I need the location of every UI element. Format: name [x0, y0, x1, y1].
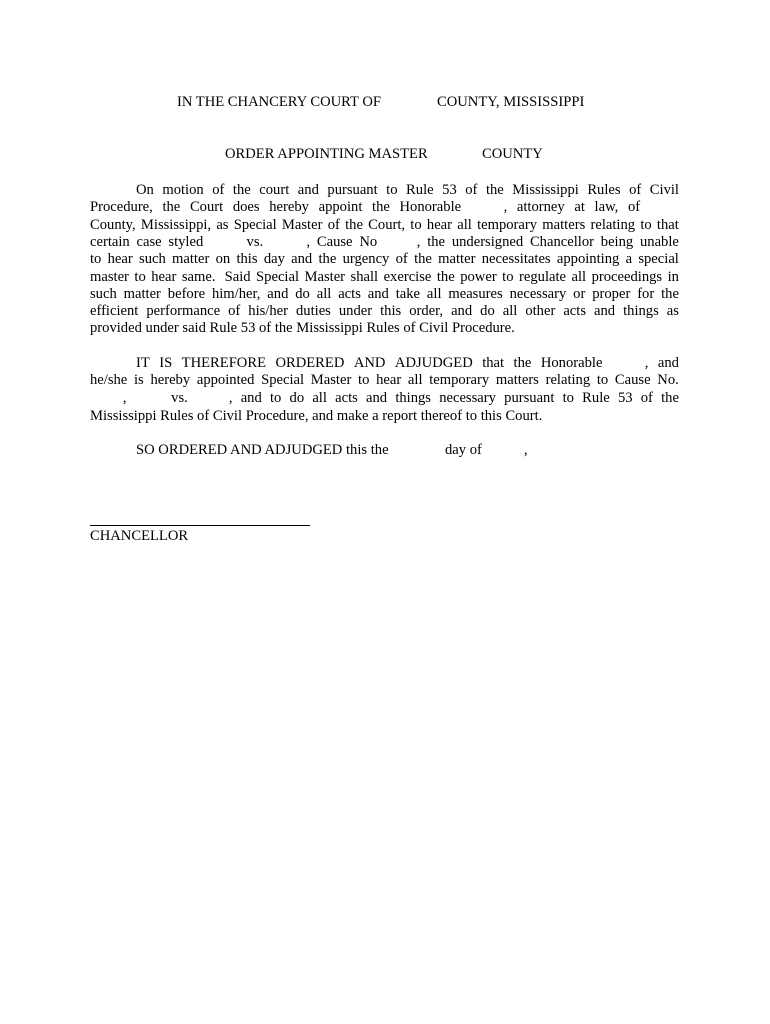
- word: THEREFORE: [181, 355, 266, 371]
- word: matter: [123, 285, 161, 302]
- word: do: [295, 285, 310, 302]
- word: Master: [281, 216, 323, 233]
- word: Rule: [582, 389, 610, 406]
- court-heading-right: COUNTY, MISSISSIPPI: [437, 94, 585, 110]
- word: acts: [563, 303, 587, 320]
- word: relating: [545, 372, 591, 389]
- word: Said: [220, 268, 251, 285]
- word: necessary: [439, 389, 496, 406]
- word: performance: [146, 303, 221, 320]
- word: necessitates: [481, 251, 551, 268]
- word: of: [228, 303, 241, 320]
- word: matter: [172, 251, 210, 268]
- order-title-left: ORDER APPOINTING MASTER: [225, 146, 428, 162]
- word: efficient: [90, 303, 139, 320]
- word: of: [465, 182, 478, 198]
- word: such: [139, 251, 166, 268]
- word: the: [661, 285, 679, 302]
- word: the: [485, 182, 504, 198]
- word: appointed: [196, 372, 255, 389]
- word: a: [625, 251, 633, 268]
- word: Special: [256, 268, 300, 285]
- word: matters: [495, 372, 539, 389]
- word: Procedure,: [90, 199, 153, 216]
- word: all: [426, 285, 442, 302]
- word: necessary: [509, 285, 567, 302]
- word: Cause: [614, 372, 651, 389]
- word: Civil: [649, 182, 679, 198]
- word: things: [395, 389, 431, 406]
- word: Mississippi,: [140, 216, 212, 233]
- word: in: [667, 268, 679, 285]
- word: all: [457, 216, 472, 233]
- word: duties: [296, 303, 331, 320]
- word: other: [525, 303, 556, 320]
- word: the: [427, 233, 446, 250]
- word: law,: [594, 199, 619, 216]
- signature-label: CHANCELLOR: [90, 528, 189, 544]
- word: No: [359, 233, 378, 250]
- word: hereby: [150, 372, 191, 389]
- text-line: [90, 269, 679, 286]
- word: County,: [90, 216, 136, 233]
- word: to: [134, 268, 146, 285]
- word: the: [162, 199, 181, 216]
- word: of: [395, 251, 408, 268]
- word: ,: [611, 355, 649, 371]
- word: the: [345, 216, 363, 233]
- signature-line: [90, 525, 310, 526]
- word: styled: [168, 233, 204, 250]
- court-heading-left: IN THE CHANCERY COURT OF: [177, 94, 381, 110]
- word: the: [661, 389, 679, 406]
- word: ,: [383, 233, 421, 250]
- word: of: [327, 216, 340, 233]
- word: Mississippi: [512, 182, 579, 198]
- word: to: [640, 216, 652, 233]
- text-line: [90, 286, 679, 303]
- word: of: [627, 199, 641, 216]
- word: IS: [159, 355, 173, 371]
- word: acts: [335, 389, 358, 406]
- word: attorney: [516, 199, 565, 216]
- word: this: [380, 303, 402, 320]
- text-line: [90, 234, 679, 251]
- word: Rules: [587, 182, 621, 198]
- text-line: [90, 199, 679, 216]
- word: things: [623, 303, 659, 320]
- word: court: [259, 182, 290, 198]
- word: Court: [189, 199, 224, 216]
- word: that: [656, 216, 679, 233]
- word: hear: [151, 268, 177, 285]
- word: of: [212, 182, 225, 198]
- word: ,: [196, 389, 233, 406]
- word: relating: [590, 216, 636, 233]
- word: proper: [592, 285, 631, 302]
- word: Rule: [406, 182, 434, 198]
- word: to: [90, 251, 102, 268]
- word: hear: [426, 216, 453, 233]
- word: do: [289, 389, 305, 406]
- text-line: [136, 182, 679, 199]
- word: Master: [304, 268, 346, 285]
- word: to: [502, 268, 514, 285]
- word: pursuant: [504, 389, 555, 406]
- word: to: [269, 389, 282, 406]
- word: No.: [657, 372, 679, 389]
- word: and: [451, 303, 473, 320]
- word: and: [240, 389, 262, 406]
- word: being: [600, 233, 634, 250]
- word: that: [482, 355, 505, 371]
- word: matters: [542, 216, 586, 233]
- word: Cause: [316, 233, 353, 250]
- word: regulate: [519, 268, 567, 285]
- word: temporary: [429, 372, 490, 389]
- word: is: [134, 372, 144, 389]
- word: as: [666, 303, 679, 320]
- word: and: [366, 389, 388, 406]
- word: vs.: [210, 233, 264, 250]
- word: him/her,: [211, 285, 261, 302]
- word: to: [596, 372, 609, 389]
- word: the: [318, 251, 337, 268]
- word: hear: [107, 251, 133, 268]
- word: On: [136, 182, 154, 198]
- text-line: [136, 355, 679, 372]
- text-line: [90, 217, 679, 234]
- word: matter: [438, 251, 476, 268]
- word: Special: [233, 216, 277, 233]
- word: all: [407, 372, 423, 389]
- word: special: [638, 251, 679, 268]
- word: on: [215, 251, 231, 268]
- word: 53: [442, 182, 457, 198]
- word: case: [136, 233, 162, 250]
- word: appointing: [556, 251, 620, 268]
- word: master: [90, 268, 129, 285]
- text-line: [90, 372, 679, 389]
- closing-text: SO ORDERED AND ADJUDGED this the: [136, 442, 389, 458]
- word: the: [232, 182, 251, 198]
- word: ,: [90, 389, 127, 406]
- word: pursuant: [327, 182, 378, 198]
- word: under: [338, 303, 373, 320]
- word: and: [594, 303, 616, 320]
- word: exercise: [383, 268, 432, 285]
- order-title-right: COUNTY: [482, 146, 543, 162]
- word: of: [640, 389, 653, 406]
- text-line: [90, 251, 679, 268]
- word: to: [410, 216, 422, 233]
- word: all: [312, 389, 327, 406]
- word: ,: [470, 199, 508, 216]
- paragraph-motion-last-line: provided under said Rule 53 of the Mississippi Rules of Civil Procedure.: [90, 320, 515, 336]
- word: the: [414, 251, 432, 268]
- word: measures: [448, 285, 503, 302]
- word: certain: [90, 233, 130, 250]
- word: power: [460, 268, 497, 285]
- word: to: [562, 389, 574, 406]
- word: 53: [617, 389, 633, 406]
- word: and: [367, 285, 389, 302]
- word: Master: [310, 372, 352, 389]
- word: and: [267, 285, 289, 302]
- word: and: [291, 251, 313, 268]
- word: does: [232, 199, 260, 216]
- word: ORDERED: [275, 355, 345, 371]
- word: and: [297, 182, 319, 198]
- word: Special: [261, 372, 305, 389]
- word: his/her: [248, 303, 288, 320]
- word: the: [436, 268, 455, 285]
- word: acts: [338, 285, 361, 302]
- word: the: [372, 199, 390, 216]
- word: for: [637, 285, 655, 302]
- word: all: [571, 268, 587, 285]
- word: Honorable: [540, 355, 603, 371]
- word: all: [502, 303, 518, 320]
- word: this: [236, 251, 258, 268]
- word: take: [395, 285, 421, 302]
- word: undersigned: [451, 233, 524, 250]
- closing-day-of: day of: [445, 442, 482, 458]
- word: IT: [136, 355, 150, 371]
- word: ADJUDGED: [394, 355, 473, 371]
- word: at: [574, 199, 585, 216]
- word: the: [513, 355, 532, 371]
- word: vs.: [134, 389, 188, 406]
- word: Chancellor: [529, 233, 594, 250]
- word: AND: [353, 355, 386, 371]
- word: unable: [639, 233, 679, 250]
- word: urgency: [342, 251, 390, 268]
- word: of: [629, 182, 642, 198]
- word: day: [263, 251, 285, 268]
- word: Court,: [368, 216, 406, 233]
- text-line: [90, 390, 679, 407]
- word: and: [657, 355, 679, 371]
- word: appoint: [318, 199, 363, 216]
- word: proceedings: [591, 268, 663, 285]
- closing-comma: ,: [524, 442, 528, 458]
- word: to: [386, 182, 398, 198]
- word: temporary: [477, 216, 538, 233]
- word: same.: [181, 268, 216, 285]
- word: ,: [269, 233, 311, 250]
- word: he/she: [90, 372, 128, 389]
- word: motion: [162, 182, 204, 198]
- word: [650, 199, 679, 216]
- word: as: [216, 216, 229, 233]
- word: before: [167, 285, 206, 302]
- word: shall: [350, 268, 379, 285]
- word: hear: [376, 372, 402, 389]
- text-line: [90, 303, 679, 320]
- word: to: [358, 372, 370, 389]
- word: all: [316, 285, 332, 302]
- paragraph-ordered-last-line: Mississippi Rules of Civil Procedure, and make a report thereof to this Court.: [90, 408, 543, 424]
- word: or: [573, 285, 586, 302]
- word: do: [480, 303, 495, 320]
- word: such: [90, 285, 117, 302]
- word: hereby: [269, 199, 309, 216]
- word: Honorable: [399, 199, 462, 216]
- word: order,: [409, 303, 444, 320]
